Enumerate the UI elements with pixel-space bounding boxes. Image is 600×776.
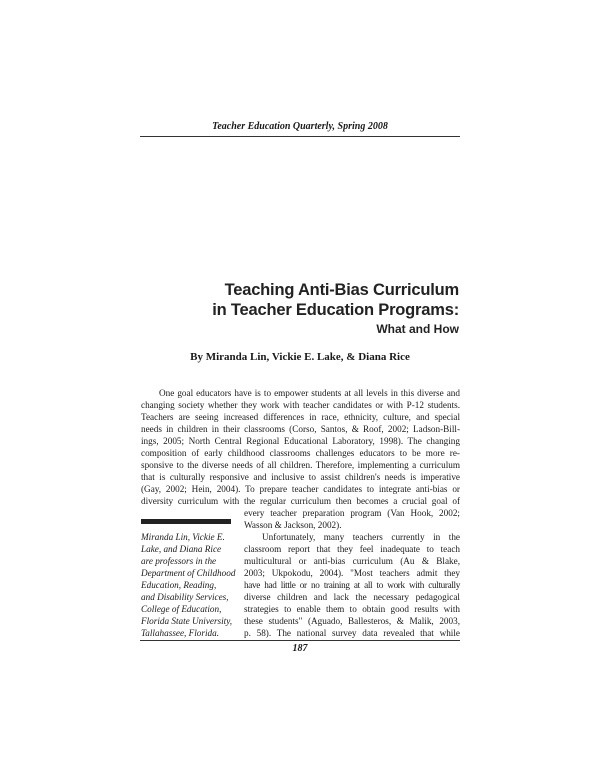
byline: By Miranda Lin, Vickie E. Lake, & Diana Rice [190,351,410,363]
body-line: needs in children in their classrooms (Corso, Santos, & Roof, 2002; Ladson-Bill- [141,424,460,434]
journal-header: Teacher Education Quarterly, Spring 2008 [212,121,388,132]
article-title-line-2: in Teacher Education Programs: [212,301,459,319]
body-line: p. 58). The national survey data revealed that while [244,628,460,638]
body-line: 2003; Ukpokodu, 2004). "Most teachers admit they [244,568,460,578]
body-line: classroom report that they feel inadequate to teach [244,544,460,554]
body-line: have had little or no training at all to work with culturally [244,580,460,590]
body-column [244,507,460,639]
body-line: these students" (Aguado, Ballesteros, & Malik, 2003, [244,616,460,626]
author-note-line: Florida State University, [141,616,233,626]
body-line: Wasson & Jackson, 2002). [244,520,342,530]
author-note-line: are professors in the [141,556,217,566]
body-line: strategies to enable them to obtain good results with [244,604,460,614]
body-line: sponsive to the diverse needs of all children. Therefore, implementing a curriculum [141,460,460,470]
body-line: that is culturally responsive and inclusive to assist children's needs is imperative [141,472,460,482]
author-note-line: College of Education, [141,604,222,614]
body-line: Teachers are seeing increased differences in race, ethnicity, culture, and special [141,412,460,422]
body-line: diverse children and lack the necessary pedagogical [244,592,460,602]
body-line: multicultural or anti-bias curriculum (Au & Blake, [244,556,460,566]
author-note-line: Tallahassee, Florida. [141,628,220,638]
body-line: every teacher preparation program (Van Hook, 2002; [244,508,460,518]
body-line: ings, 2005; North Central Regional Educational Laboratory, 1998). The changing [141,436,460,446]
body-line: diversity curriculum with the regular curriculum then becomes a crucial goal of [141,496,460,506]
body-line: changing society whether they work with teacher candidates or with P-12 students. [141,400,460,410]
body-line: (Gay, 2002; Hein, 2004). To prepare teacher candidates to integrate anti-bias or [141,484,460,494]
article-subtitle: What and How [376,322,459,336]
footer-rule [140,640,460,641]
body-line: Unfortunately, many teachers currently in the [262,532,460,542]
sidebar-rule [141,519,231,524]
body-line: composition of early childhood classrooms challenges educators to be more re- [141,448,460,458]
header-rule [140,136,460,137]
author-note-line: and Disability Services, [141,592,229,602]
author-note-line: Department of Childhood [141,568,236,578]
body-paragraph-1 [141,387,460,507]
article-title-line-1: Teaching Anti-Bias Curriculum [224,281,459,299]
author-note-line: Lake, and Diana Rice [141,544,222,554]
page-number: 187 [292,643,308,654]
author-note-line: Education, Reading, [141,580,217,590]
body-line: One goal educators have is to empower students at all levels in this diverse and [159,388,460,398]
author-note [141,531,251,639]
author-note-line: Miranda Lin, Vickie E. [141,532,225,542]
